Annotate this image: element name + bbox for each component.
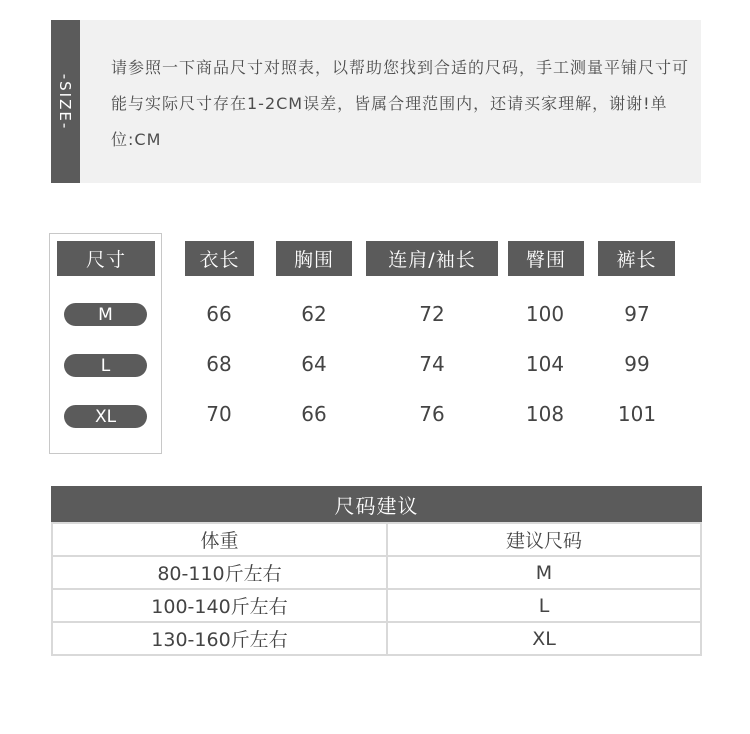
size-recommendation (51, 486, 702, 656)
header-size: 尺寸 (57, 241, 155, 276)
weight-cell: 80-110斤左右 (52, 556, 387, 589)
size-pill-xl: XL (64, 405, 147, 428)
table-row (52, 622, 701, 655)
table-cell: 70 (206, 402, 232, 426)
table-header-row (52, 523, 701, 556)
weight-cell: 130-160斤左右 (52, 622, 387, 655)
table-cell: 104 (525, 352, 565, 376)
size-side-bar (51, 20, 80, 183)
header-sleeve: 连肩/袖长 (366, 241, 498, 276)
size-cell: L (387, 589, 701, 622)
table-cell: 62 (301, 302, 327, 326)
table-cell: 97 (624, 302, 650, 326)
table-cell: 68 (206, 352, 232, 376)
size-cell: M (387, 556, 701, 589)
table-cell: 66 (301, 402, 327, 426)
recommendation-title: 尺码建议 (51, 486, 702, 522)
header-chest: 胸围 (276, 241, 352, 276)
header-suggested-size: 建议尺码 (387, 523, 701, 556)
table-cell: 101 (617, 402, 657, 426)
header-length: 衣长 (185, 241, 254, 276)
intro-text: 请参照一下商品尺寸对照表，以帮助您找到合适的尺码，手工测量平铺尺寸可能与实际尺寸存在1-2CM误差，皆属合理范围内，还请买家理解，谢谢!单位:CM (111, 58, 690, 149)
table-cell: 108 (525, 402, 565, 426)
table-cell: 74 (419, 352, 445, 376)
size-pill-m: M (64, 303, 147, 326)
table-cell: 72 (419, 302, 445, 326)
header-pants-length: 裤长 (598, 241, 675, 276)
table-cell: 66 (206, 302, 232, 326)
table-row (52, 556, 701, 589)
header-hip: 臀围 (508, 241, 584, 276)
table-cell: 76 (419, 402, 445, 426)
weight-cell: 100-140斤左右 (52, 589, 387, 622)
intro-banner (51, 20, 701, 183)
table-cell: 64 (301, 352, 327, 376)
table-cell: 99 (624, 352, 650, 376)
recommendation-table (51, 522, 702, 656)
table-cell: 100 (525, 302, 565, 326)
header-weight: 体重 (52, 523, 387, 556)
size-pill-l: L (64, 354, 147, 377)
size-cell: XL (387, 622, 701, 655)
size-side-label: -SIZE- (56, 73, 74, 131)
table-row (52, 589, 701, 622)
